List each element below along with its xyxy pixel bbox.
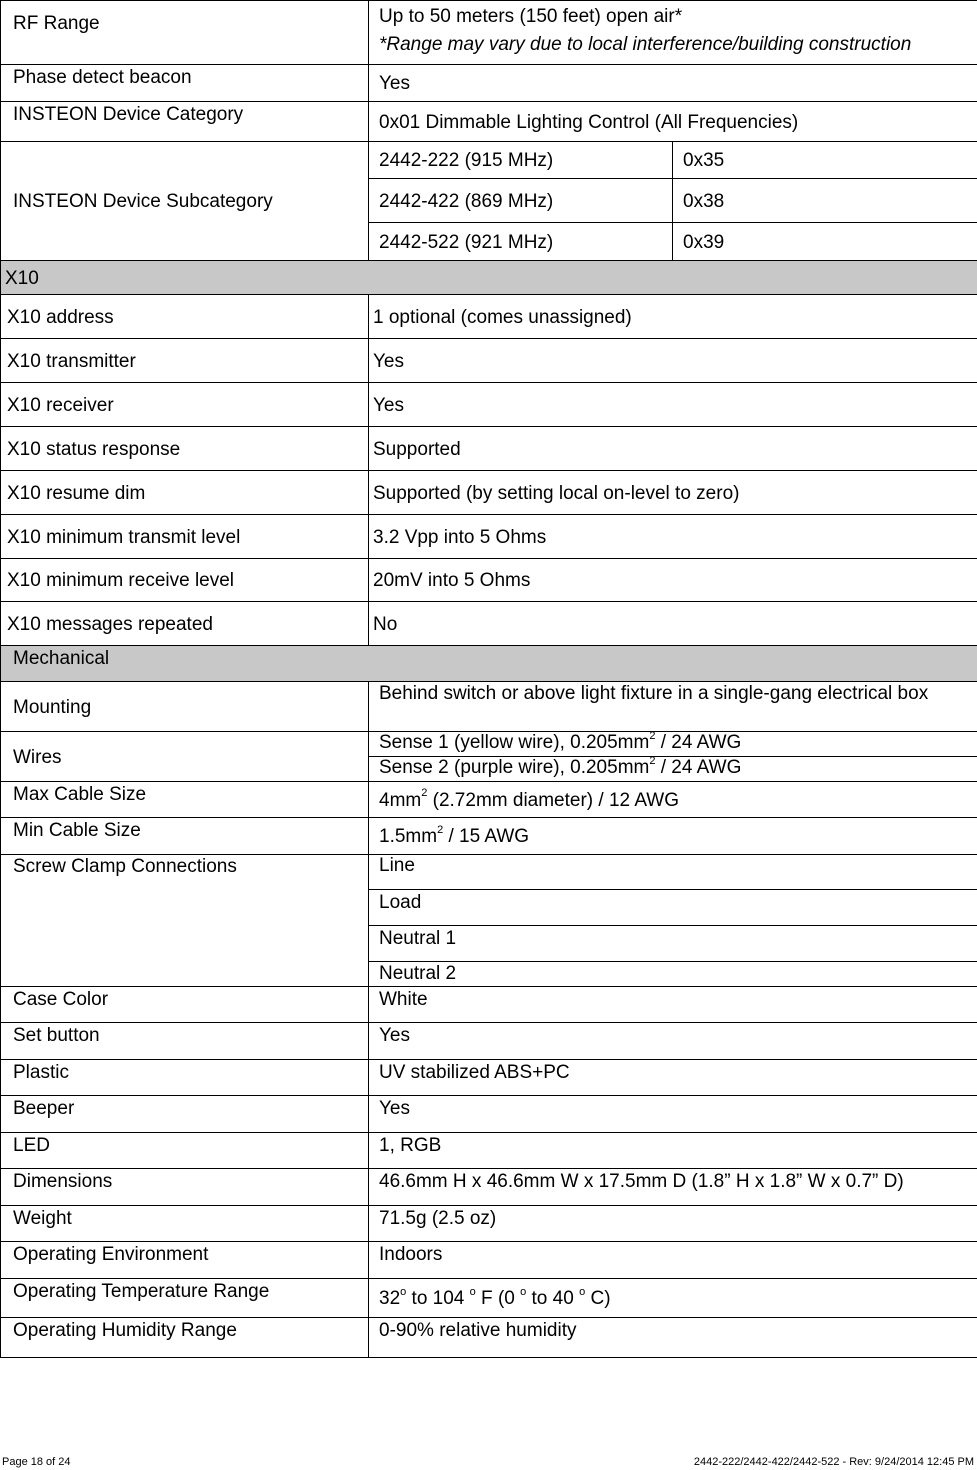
table-row: [1, 818, 977, 855]
table-row: [1, 1023, 977, 1060]
table-row: [1, 1318, 977, 1358]
subcategory-code: 0x35: [673, 142, 977, 179]
table-row: [1, 427, 977, 471]
document-revision: 2442-222/2442-422/2442-522 - Rev: 9/24/2014 12:45 PM: [693, 1456, 974, 1468]
subcategory-model: 2442-522 (921 MHz): [369, 223, 673, 261]
screw-clamp-item: Neutral 1: [369, 926, 977, 962]
case-color-label: Case Color: [1, 987, 369, 1023]
rf-range-text: Up to 50 meters (150 feet) open air*: [379, 6, 683, 27]
phase-detect-value: Yes: [369, 65, 977, 102]
x10-label: X10 receiver: [1, 383, 369, 427]
section-title: Mechanical: [1, 646, 977, 682]
section-header-mechanical: [1, 646, 977, 682]
min-cable-value: $1.5mm^2 / 15$ AWG: [369, 818, 977, 855]
phase-detect-label: Phase detect beacon: [1, 65, 369, 102]
table-row: [1, 1279, 977, 1318]
device-subcategory-label: INSTEON Device Subcategory: [1, 142, 369, 261]
x10-value: Yes: [369, 383, 977, 427]
operating-temperature-value: 32$^o$ to 104 $^o$ F (0 $^o$ to 40 $^o$ C): [369, 1279, 977, 1318]
table-row: [1, 142, 977, 179]
table-row: [1, 782, 977, 818]
table-row: [1, 102, 977, 142]
rf-range-label: RF Range: [1, 1, 369, 65]
table-row: [1, 1096, 977, 1133]
section-title: X10: [1, 261, 977, 295]
table-row: [1, 1133, 977, 1169]
table-row: [1, 1242, 977, 1279]
table-row: [1, 515, 977, 559]
x10-label: X10 messages repeated: [1, 602, 369, 646]
table-row: [1, 339, 977, 383]
screw-clamp-label: Screw Clamp Connections: [1, 855, 369, 987]
table-row: [1, 65, 977, 102]
table-row: [1, 987, 977, 1023]
operating-humidity-label: Operating Humidity Range: [1, 1318, 369, 1358]
subcategory-model: 2442-422 (869 MHz): [369, 179, 673, 223]
set-button-label: Set button: [1, 1023, 369, 1060]
wires-label: Wires: [1, 732, 369, 782]
table-row: [1, 559, 977, 602]
plastic-label: Plastic: [1, 1060, 369, 1096]
table-row: [1, 602, 977, 646]
table-row: [1, 682, 977, 732]
beeper-label: Beeper: [1, 1096, 369, 1133]
x10-label: X10 minimum receive level: [1, 559, 369, 602]
table-row: [1, 1060, 977, 1096]
operating-humidity-value: 0-90% relative humidity: [369, 1318, 977, 1358]
x10-value: Yes: [369, 339, 977, 383]
device-category-label: INSTEON Device Category: [1, 102, 369, 142]
dimensions-label: Dimensions: [1, 1169, 369, 1206]
section-header-x10: [1, 261, 977, 295]
x10-label: X10 address: [1, 295, 369, 339]
table-row: [1, 1206, 977, 1242]
min-cable-label: Min Cable Size: [1, 818, 369, 855]
table-row: [1, 1, 977, 65]
set-button-value: Yes: [369, 1023, 977, 1060]
x10-label: X10 status response: [1, 427, 369, 471]
screw-clamp-item: Line: [369, 855, 977, 890]
table-row: [1, 732, 977, 757]
table-row: [1, 383, 977, 427]
x10-label: X10 minimum transmit level: [1, 515, 369, 559]
x10-label: X10 resume dim: [1, 471, 369, 515]
dimensions-value: 46.6mm H x 46.6mm W x 17.5mm D (1.8” H x 1.8” W x 0.7” D): [369, 1169, 977, 1206]
wires-sense1: Sense 1 (yellow wire), $0.205mm^2 / 24$ AWG: [369, 732, 977, 757]
weight-value: 71.5g (2.5 oz): [369, 1206, 977, 1242]
max-cable-value: $4mm^2$ (2.72mm diameter) / 12 AWG: [369, 782, 977, 818]
case-color-value: White: [369, 987, 977, 1023]
table-row: [1, 855, 977, 890]
led-value: 1, RGB: [369, 1133, 977, 1169]
x10-value: Supported (by setting local on-level to zero): [369, 471, 977, 515]
device-category-value: 0x01 Dimmable Lighting Control (All Frequencies): [369, 102, 977, 142]
led-label: LED: [1, 1133, 369, 1169]
x10-value: 1 optional (comes unassigned): [369, 295, 977, 339]
operating-environment-value: Indoors: [369, 1242, 977, 1279]
max-cable-label: Max Cable Size: [1, 782, 369, 818]
x10-value: 20mV into 5 Ohms: [369, 559, 977, 602]
screw-clamp-item: Neutral 2: [369, 962, 977, 987]
plastic-value: UV stabilized ABS+PC: [369, 1060, 977, 1096]
subcategory-code: 0x39: [673, 223, 977, 261]
x10-value: 3.2 Vpp into 5 Ohms: [369, 515, 977, 559]
weight-label: Weight: [1, 1206, 369, 1242]
x10-value: No: [369, 602, 977, 646]
subcategory-code: 0x38: [673, 179, 977, 223]
subcategory-model: 2442-222 (915 MHz): [369, 142, 673, 179]
page-number: Page 18 of 24: [2, 1456, 71, 1468]
beeper-value: Yes: [369, 1096, 977, 1133]
wires-sense2: Sense 2 (purple wire), $0.205mm^2 / 24$ AWG: [369, 757, 977, 782]
screw-clamp-item: Load: [369, 890, 977, 926]
operating-temperature-label: Operating Temperature Range: [1, 1279, 369, 1318]
table-row: [1, 295, 977, 339]
mounting-value: Behind switch or above light fixture in a single-gang electrical box: [369, 682, 977, 732]
operating-environment-label: Operating Environment: [1, 1242, 369, 1279]
x10-value: Supported: [369, 427, 977, 471]
x10-label: X10 transmitter: [1, 339, 369, 383]
table-row: [1, 1169, 977, 1206]
rf-range-value: [369, 1, 977, 65]
mounting-label: Mounting: [1, 682, 369, 732]
table-row: [1, 471, 977, 515]
rf-range-note: *Range may vary due to local interference/building construction: [379, 34, 912, 55]
